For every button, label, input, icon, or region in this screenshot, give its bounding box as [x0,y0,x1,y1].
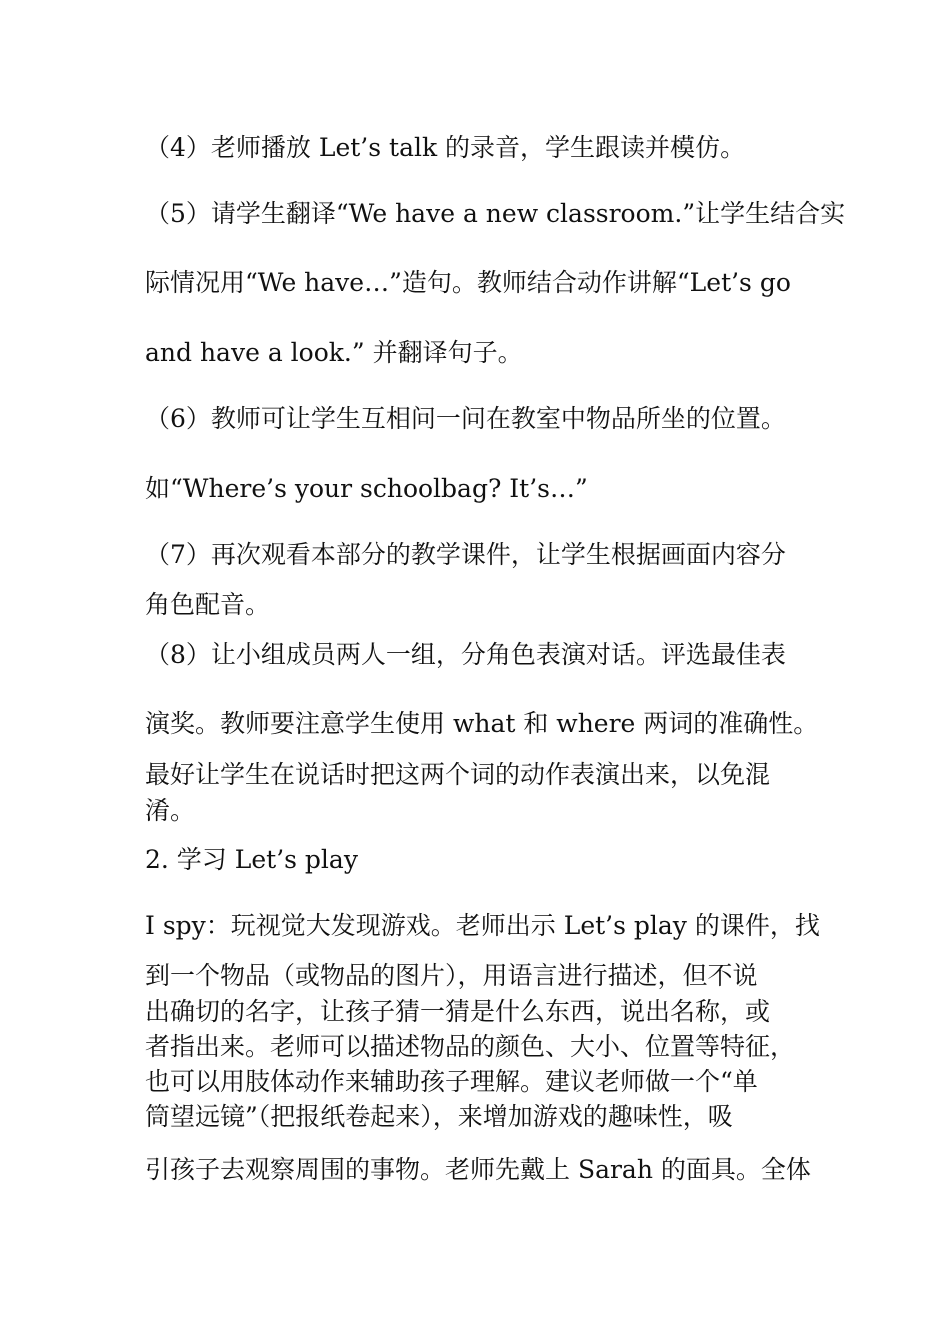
text-line: 也可以用肢体动作来辅助孩子理解。建议老师做一个“单 [145,1067,758,1096]
text-line: 者指出来。老师可以描述物品的颜色、大小、位置等特征， [145,1032,796,1061]
text-line: （5）请学生翻译“We have a new classroom.”让学生结合实 [145,199,846,228]
text-line: （7）再次观看本部分的教学课件，让学生根据画面内容分 [145,540,786,569]
text-line: I spy：玩视觉大发现游戏。老师出示 Let’s play 的课件，找 [145,911,820,940]
text-line: 筒望远镜”（把报纸卷起来），来增加游戏的趣味性，吸 [145,1102,733,1131]
text-line: （6）教师可让学生互相问一问在教室中物品所坐的位置。 [145,404,786,433]
section-heading: 2. 学习 Let’s play [145,845,358,874]
text-line: 际情况用“We have…”造句。教师结合动作讲解“Let’s go [145,268,791,297]
text-line: 最好让学生在说话时把这两个词的动作表演出来，以免混 [145,760,771,789]
text-line: 淆。 [145,796,196,825]
text-line: 引孩子去观察周围的事物。老师先戴上 Sarah 的面具。全体 [145,1155,811,1184]
text-line: 出确切的名字，让孩子猜一猜是什么东西，说出名称，或 [145,997,771,1026]
text-line: 到一个物品（或物品的图片），用语言进行描述，但不说 [145,961,758,990]
text-line: 如“Where’s your schoolbag? It’s…” [145,474,588,503]
text-line: （4）老师播放 Let’s talk 的录音，学生跟读并模仿。 [145,133,746,162]
text-line: and have a look.” 并翻译句子。 [145,338,523,367]
text-line: （8）让小组成员两人一组，分角色表演对话。评选最佳表 [145,640,786,669]
text-line: 演奖。教师要注意学生使用 what 和 where 两词的准确性。 [145,709,819,738]
text-line: 角色配音。 [145,590,271,619]
